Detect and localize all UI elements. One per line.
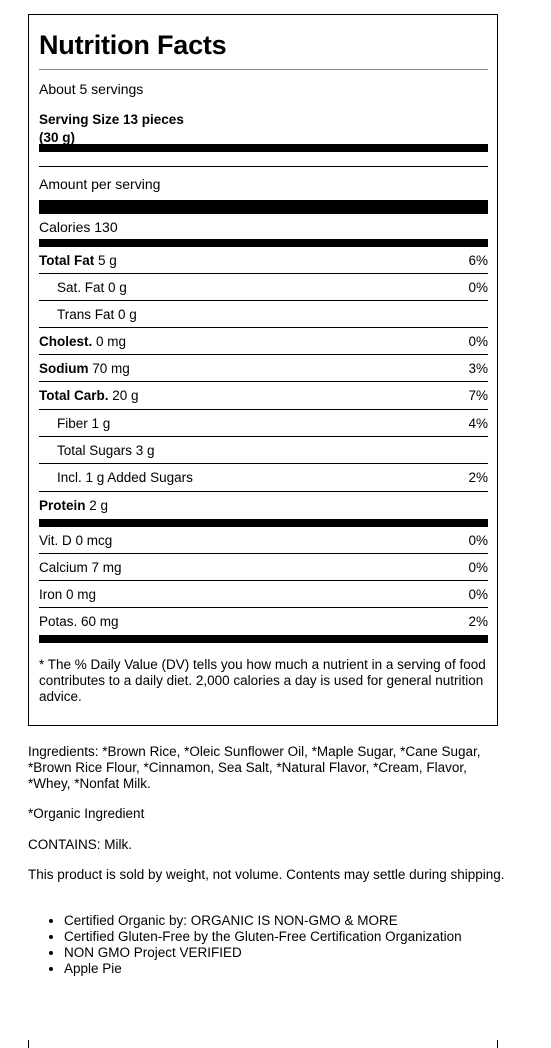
amount-per-serving: Amount per serving [39,176,161,192]
serving-size-line1: Serving Size 13 pieces [39,112,184,127]
daily-value: 0% [468,334,488,349]
daily-value: 0% [468,280,488,295]
list-item: • Apple Pie [64,961,508,977]
nutrient-row-trans-fat [39,301,488,328]
nutrient-name: Total Fat [39,253,95,268]
vitamin-row-iron [39,581,488,608]
nutrient-name: Sodium [39,361,89,376]
nutrient-amount: 70 mg [88,361,130,376]
nutrient-amount: Trans Fat 0 g [57,307,137,322]
border-tick-right [497,1040,498,1048]
nutrient-row-fiber [39,410,488,437]
panel-title: Nutrition Facts [39,15,488,70]
divider-thick [39,144,488,152]
divider-thin [39,152,488,167]
daily-value: 7% [468,388,488,403]
nutrient-amount: Fiber 1 g [57,416,111,431]
daily-value-footnote: * The % Daily Value (DV) tells you how much a nutrient in a serving of food contributes to a daily diet. 2,000 calories a day is used for general nutrition advice. [39,657,486,704]
nutrient-amount: 20 g [108,388,139,403]
nutrient-name: Total Carb. [39,388,109,403]
nutrient-row-sodium [39,355,488,382]
daily-value: 0% [468,587,488,602]
organic-note: *Organic Ingredient [28,806,145,821]
calories-text: Calories 130 [39,219,118,235]
nutrient-row-total-fat [39,247,488,274]
divider-thick [39,635,488,643]
list-item: • Certified Organic by: ORGANIC IS NON-GMO & MORE [64,913,508,929]
nutrient-row-protein [39,492,488,519]
nutrient-name: Cholest. [39,334,93,349]
ingredients-text: Ingredients: *Brown Rice, *Oleic Sunflower Oil, *Maple Sugar, *Cane Sugar, *Brown Rice Flour, *Cinnamon, Sea Salt, *Natural Flavor, *Cream, Flavor, *Whey, *Nonfat Milk. [28,744,481,791]
nutrient-row-added-sugars [39,464,488,492]
nutrient-row-sat-fat [39,274,488,301]
daily-value: 0% [468,533,488,548]
vitamin-row-calcium [39,554,488,581]
nutrition-facts-panel [28,14,498,726]
nutrient-amount: 0 mg [92,334,127,349]
allergen-contains: CONTAINS: Milk. [28,837,132,852]
vitamin-row-vit-d [39,527,488,554]
vitamin-label: Calcium 7 mg [39,560,122,575]
divider-thick [39,519,488,527]
list-item: • NON GMO Project VERIFIED [64,945,508,961]
weight-note: This product is sold by weight, not volume. Contents may settle during shipping. [28,867,505,882]
nutrient-amount: 2 g [85,498,109,513]
vitamin-label: Vit. D 0 mcg [39,533,113,548]
serving-size-line2: (30 g) [39,130,76,145]
nutrient-row-total-sugars [39,437,488,464]
nutrient-name: Protein [39,498,86,513]
daily-value: 2% [468,470,488,485]
divider-black-bar [39,200,488,214]
border-tick-left [28,1040,29,1048]
vitamin-label: Iron 0 mg [39,587,97,602]
nutrient-amount: Sat. Fat 0 g [57,280,127,295]
list-item: • Certified Gluten-Free by the Gluten-Free Certification Organization [64,929,508,945]
daily-value: 4% [468,416,488,431]
nutrient-amount: 5 g [94,253,117,268]
divider-thick [39,239,488,247]
nutrient-amount: Total Sugars 3 g [57,443,155,458]
border-tick-panel-right [497,706,498,726]
daily-value: 6% [468,253,488,268]
nutrient-amount: Incl. 1 g Added Sugars [57,470,193,485]
servings-text: About 5 servings [39,81,144,97]
nutrient-row-total-carb [39,382,488,410]
vitamin-row-potassium [39,608,488,635]
daily-value: 2% [468,614,488,629]
vitamin-label: Potas. 60 mg [39,614,119,629]
daily-value: 0% [468,560,488,575]
serving-size [39,106,488,144]
daily-value: 3% [468,361,488,376]
nutrient-row-cholesterol [39,328,488,355]
certifications-list [28,913,508,977]
